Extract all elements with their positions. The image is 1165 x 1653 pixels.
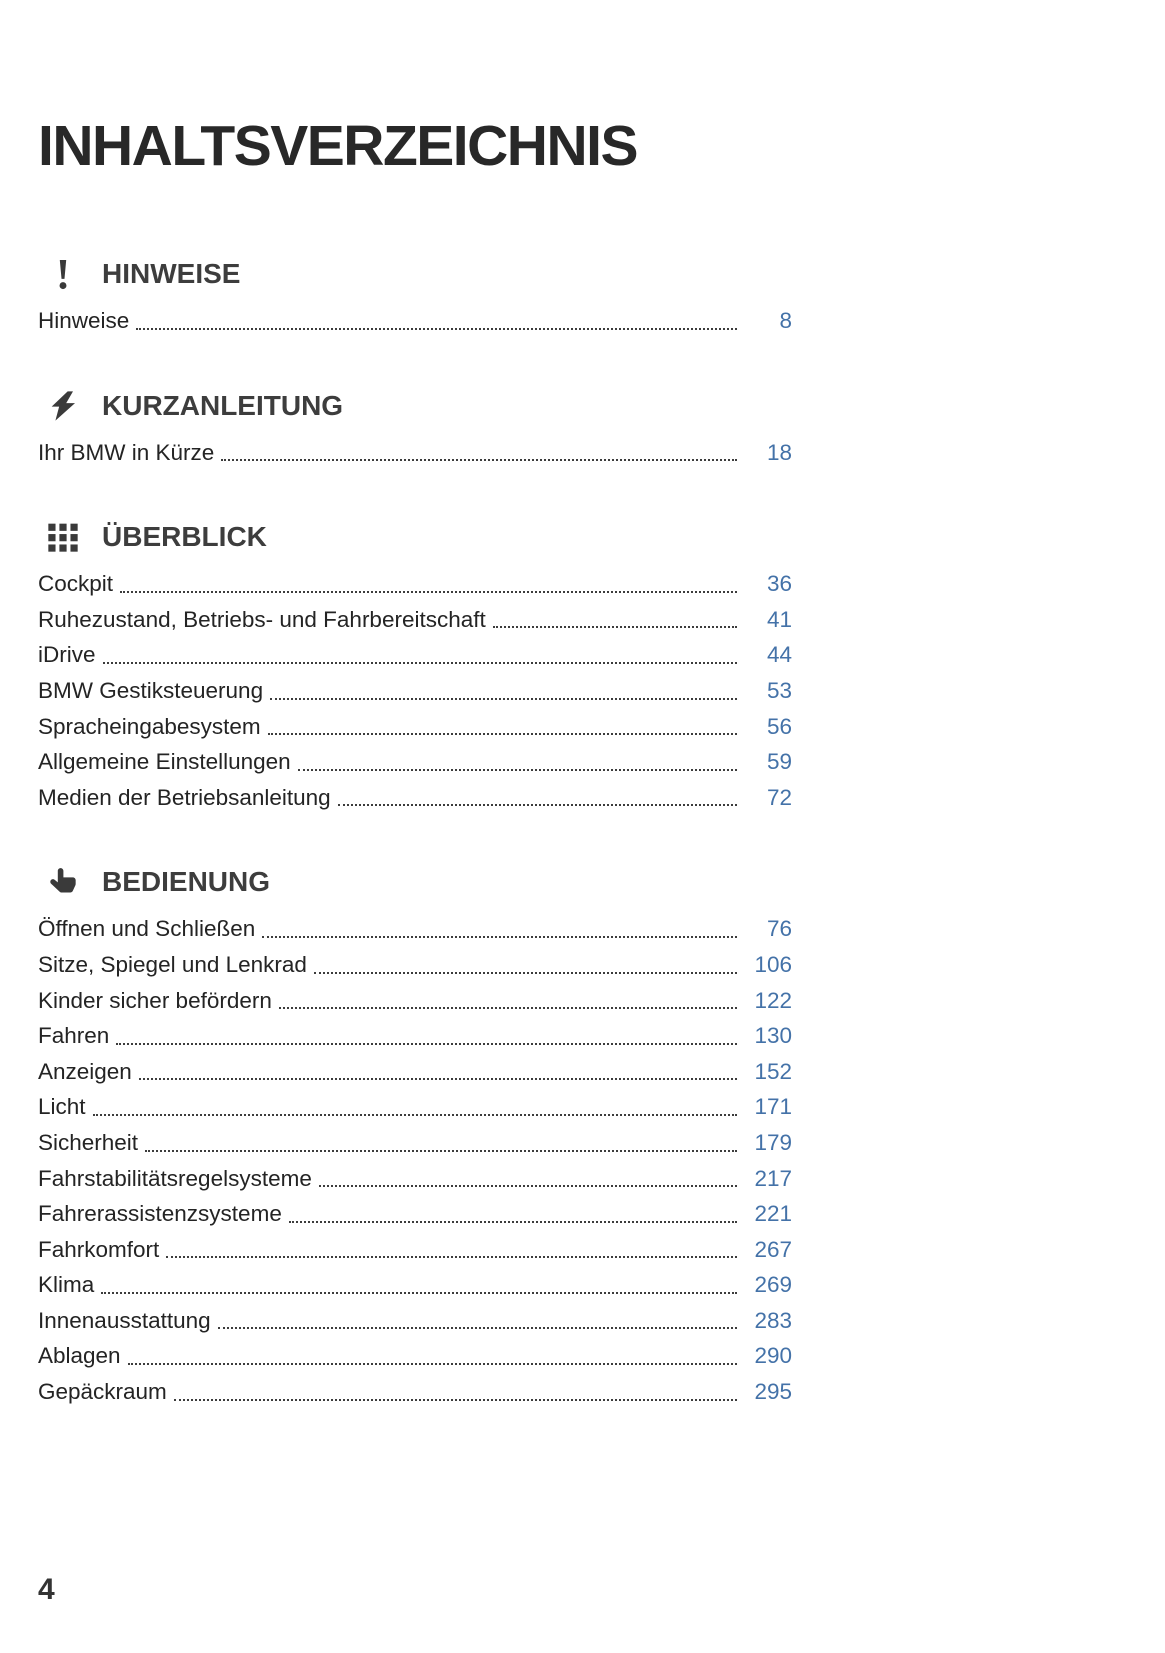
entry-label: BMW Gestiksteuerung — [38, 677, 264, 703]
toc-entry — [38, 303, 792, 339]
dot-leader — [139, 1078, 737, 1080]
toc-entry — [38, 602, 792, 638]
entry-label: Klima — [38, 1272, 95, 1298]
toc-section-0 — [38, 257, 792, 339]
toc-entry — [38, 637, 792, 673]
dot-leader — [268, 733, 737, 735]
toc-content — [38, 114, 792, 1410]
entry-page-number: 290 — [754, 1343, 792, 1369]
entry-label: Fahrstabilitätsregelsysteme — [38, 1165, 312, 1191]
entry-page-number: 130 — [754, 1023, 792, 1049]
toc-entry — [38, 911, 792, 947]
entry-page-number: 44 — [766, 642, 792, 668]
entry-page-number: 106 — [754, 951, 792, 977]
entry-page-number: 122 — [754, 987, 792, 1013]
entry-page-number: 179 — [754, 1129, 792, 1155]
toc-entry — [38, 1196, 792, 1232]
entry-page-number: 221 — [754, 1201, 792, 1227]
entry-page-number: 267 — [754, 1236, 792, 1262]
dot-leader — [279, 1007, 737, 1009]
toc-entry — [38, 947, 792, 983]
page-number: 4 — [38, 1573, 55, 1606]
entry-page-number: 295 — [754, 1379, 792, 1405]
entry-page-number: 56 — [766, 713, 792, 739]
dot-leader — [120, 591, 737, 593]
section-entries — [38, 435, 792, 471]
section-entries — [38, 303, 792, 339]
toc-sections — [38, 257, 792, 1410]
entry-page-number: 59 — [766, 749, 792, 775]
entry-label: Öffnen und Schließen — [38, 916, 256, 942]
entry-page-number: 171 — [754, 1094, 792, 1120]
exclamation-icon — [46, 257, 80, 291]
toc-entry — [38, 1125, 792, 1161]
toc-entry — [38, 1018, 792, 1054]
toc-entry — [38, 709, 792, 745]
section-header — [38, 865, 792, 899]
dot-leader — [174, 1399, 737, 1401]
toc-entry — [38, 1161, 792, 1197]
entry-label: Sicherheit — [38, 1129, 139, 1155]
entry-page-number: 41 — [766, 606, 792, 632]
section-entries — [38, 566, 792, 815]
page-title: INHALTSVERZEICHNIS — [38, 114, 637, 178]
section-entries — [38, 911, 792, 1409]
dot-leader — [128, 1363, 737, 1365]
section-heading: BEDIENUNG — [102, 866, 271, 898]
entry-page-number: 152 — [754, 1058, 792, 1084]
entry-label: Sitze, Spiegel und Lenkrad — [38, 951, 307, 977]
dot-leader — [101, 1292, 737, 1294]
dot-leader — [145, 1150, 737, 1152]
toc-section-3 — [38, 865, 792, 1409]
dot-leader — [136, 328, 737, 330]
toc-entry — [38, 673, 792, 709]
entry-page-number: 18 — [766, 439, 792, 465]
dot-leader — [218, 1327, 737, 1329]
entry-page-number: 283 — [754, 1307, 792, 1333]
dot-leader — [93, 1114, 737, 1116]
entry-label: Anzeigen — [38, 1058, 132, 1084]
entry-label: Spracheingabesystem — [38, 713, 261, 739]
grid-icon — [46, 520, 80, 554]
section-header — [38, 389, 792, 423]
entry-label: Licht — [38, 1094, 86, 1120]
entry-page-number: 269 — [754, 1272, 792, 1298]
entry-label: Medien der Betriebsanleitung — [38, 784, 331, 810]
entry-label: Cockpit — [38, 571, 114, 597]
dot-leader — [493, 626, 737, 628]
toc-entry — [38, 1089, 792, 1125]
entry-label: Allgemeine Einstellungen — [38, 749, 291, 775]
entry-page-number: 36 — [766, 571, 792, 597]
toc-entry — [38, 435, 792, 471]
entry-page-number: 72 — [766, 784, 792, 810]
dot-leader — [103, 662, 737, 664]
entry-label: Ihr BMW in Kürze — [38, 439, 215, 465]
entry-page-number: 217 — [754, 1165, 792, 1191]
entry-label: Fahren — [38, 1023, 110, 1049]
entry-label: Gepäckraum — [38, 1379, 167, 1405]
entry-label: Innenausstattung — [38, 1307, 211, 1333]
entry-label: Kinder sicher befördern — [38, 987, 272, 1013]
section-header — [38, 520, 792, 554]
toc-section-1 — [38, 389, 792, 471]
section-heading: KURZANLEITUNG — [102, 389, 344, 421]
entry-label: Hinweise — [38, 308, 130, 333]
entry-label: iDrive — [38, 642, 96, 668]
toc-entry — [38, 1338, 792, 1374]
dot-leader — [116, 1043, 737, 1045]
toc-entry — [38, 1054, 792, 1090]
toc-entry — [38, 1374, 792, 1410]
entry-page-number: 53 — [766, 677, 792, 703]
dot-leader — [262, 936, 737, 938]
section-header — [38, 257, 792, 291]
dot-leader — [289, 1221, 737, 1223]
section-heading: ÜBERBLICK — [102, 521, 267, 553]
toc-entry — [38, 983, 792, 1019]
toc-entry — [38, 780, 792, 816]
hand-icon — [46, 865, 80, 899]
entry-label: Ablagen — [38, 1343, 121, 1369]
dot-leader — [298, 769, 737, 771]
toc-section-2 — [38, 520, 792, 815]
dot-leader — [221, 459, 737, 461]
entry-label: Ruhezustand, Betriebs- und Fahrbereitschaft — [38, 606, 486, 632]
entry-label: Fahrkomfort — [38, 1236, 160, 1262]
lightning-icon — [46, 389, 80, 423]
toc-entry — [38, 1303, 792, 1339]
dot-leader — [166, 1256, 737, 1258]
toc-entry — [38, 566, 792, 602]
toc-entry — [38, 744, 792, 780]
dot-leader — [338, 804, 737, 806]
dot-leader — [319, 1185, 737, 1187]
entry-label: Fahrerassistenzsysteme — [38, 1201, 282, 1227]
toc-entry — [38, 1232, 792, 1268]
section-heading: HINWEISE — [102, 258, 241, 289]
entry-page-number: 8 — [779, 308, 792, 333]
toc-entry — [38, 1267, 792, 1303]
entry-page-number: 76 — [766, 916, 792, 942]
dot-leader — [314, 972, 737, 974]
dot-leader — [270, 698, 737, 700]
